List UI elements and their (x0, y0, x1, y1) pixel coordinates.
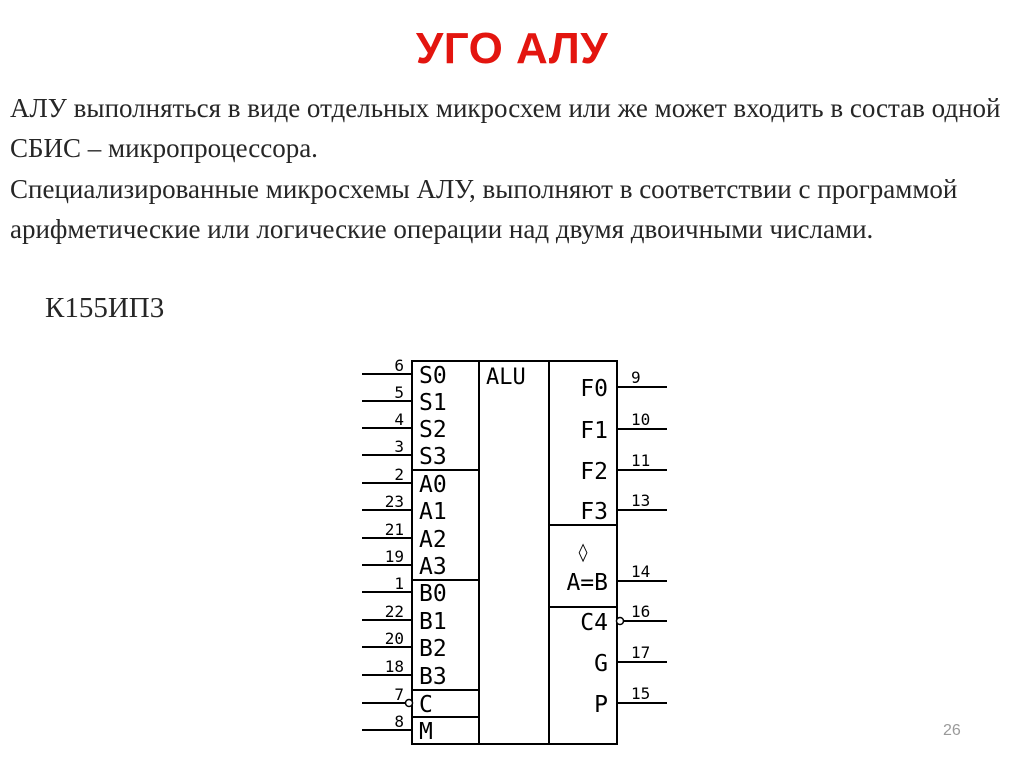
page-number: 26 (943, 722, 961, 739)
pin-label-m: M (419, 719, 433, 745)
pin-number-b0: 1 (394, 574, 404, 593)
pin-label-c: C (419, 692, 433, 718)
pin-number-a3: 19 (384, 547, 404, 566)
pin-number-c: 7 (394, 685, 404, 704)
function-label: ALU (486, 365, 526, 390)
pin-number-a1: 23 (384, 492, 404, 511)
pin-label-b0: B0 (419, 581, 447, 607)
pin-number-s2: 4 (394, 410, 404, 429)
pin-label-s0: S0 (419, 363, 447, 389)
paragraph-intro: АЛУ выполняться в виде отдельных микросхем или же может входить в состав одной СБИС – микропроцессора. (10, 93, 1001, 163)
pin-label-b3: B3 (419, 664, 447, 690)
pin-label-s3: S3 (419, 444, 447, 470)
pin-label-b2: B2 (419, 636, 447, 662)
pin-label-p: P (594, 692, 608, 718)
inversion-circle (617, 618, 624, 625)
pin-number-b2: 20 (384, 629, 404, 648)
pin-number-s1: 5 (394, 383, 404, 402)
pin-number-f0: 9 (631, 368, 641, 387)
pin-label-s1: S1 (419, 390, 447, 416)
pin-label-f2: F2 (580, 459, 608, 485)
pin-number-b3: 18 (384, 657, 404, 676)
pin-number-a2: 21 (384, 520, 404, 539)
comparator-symbol: ◊ (577, 542, 589, 563)
pin-number-f2: 11 (631, 451, 651, 470)
pin-number-a0: 2 (394, 465, 404, 484)
pin-number-b1: 22 (384, 602, 404, 621)
pin-number-s0: 6 (394, 356, 404, 375)
pin-label-a2: A2 (419, 527, 447, 553)
pin-label-s2: S2 (419, 417, 447, 443)
slide-title: УГО АЛУ (415, 24, 609, 73)
pin-label-b1: B1 (419, 609, 447, 635)
pin-number-f1: 10 (631, 410, 651, 429)
pin-number-p: 15 (631, 684, 651, 703)
paragraph-specialized: Специализированные микросхемы АЛУ, выполняют в соответствии с программой арифметические или логические операции над двумя двоичными числами. (10, 174, 958, 244)
pin-label-a3: A3 (419, 554, 447, 580)
pin-label-f3: F3 (580, 499, 608, 525)
pin-number-c4: 16 (631, 602, 651, 621)
pin-number-f3: 13 (631, 491, 651, 510)
pin-label-a0: A0 (419, 472, 447, 498)
pin-label-a1: A1 (419, 499, 447, 525)
pin-number-g: 17 (631, 643, 651, 662)
pin-label-c4: C4 (580, 610, 608, 636)
pin-label-f0: F0 (580, 376, 608, 402)
pin-number-aeqb: 14 (631, 562, 651, 581)
pin-label-f1: F1 (580, 418, 608, 444)
pin-number-s3: 3 (394, 437, 404, 456)
pin-label-g: G (594, 651, 608, 677)
pin-number-m: 8 (394, 712, 404, 731)
chip-name: К155ИП3 (45, 292, 165, 324)
pin-label-aeqb: A=B (566, 570, 608, 596)
inversion-circle (406, 700, 413, 707)
